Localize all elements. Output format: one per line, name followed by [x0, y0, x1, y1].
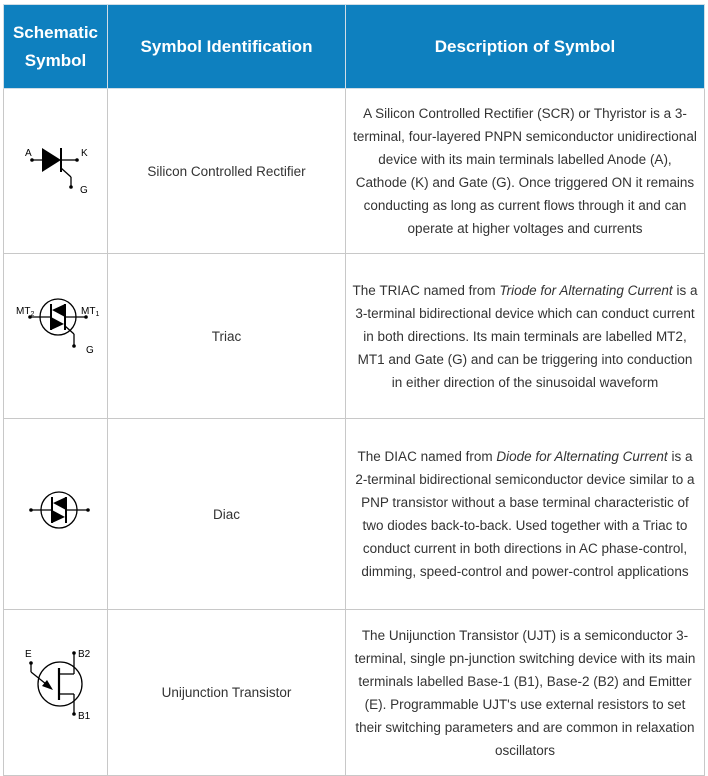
header-identification: Symbol Identification	[108, 5, 346, 89]
table-row	[4, 254, 705, 419]
header-description: Description of Symbol	[346, 5, 705, 89]
scr-cathode-label: K	[81, 148, 88, 159]
ujt-symbol-icon	[4, 610, 108, 768]
header-symbol: Schematic Symbol	[4, 5, 108, 89]
table-row	[4, 419, 705, 610]
triac-identification: Triac	[108, 254, 346, 419]
triac-mt1-label: $MT_1$	[81, 306, 100, 318]
scr-anode-label: A	[25, 148, 32, 159]
diac-identification: Diac	[108, 419, 346, 610]
triac-symbol-icon	[4, 254, 108, 411]
triac-mt2-label: $MT_2$	[16, 306, 35, 318]
diac-symbol-cell	[4, 419, 108, 610]
header-row	[4, 5, 705, 89]
table-row	[4, 89, 705, 254]
scr-description: A Silicon Controlled Rectifier (SCR) or Thyristor is a 3-terminal, four-layered PNPN semiconductor unidirectional device with its main terminals labelled Anode (A), Cathode (K) and Gate (G). Once triggered ON it remains conducting as long as current flows through it and can operate at higher voltages and currents	[346, 89, 705, 254]
scr-symbol-cell	[4, 89, 108, 254]
triac-description: The TRIAC named from Triode for Alternating Current is a 3-terminal bidirectional device which can conduct current in both directions. Its main terminals are labelled MT2, MT1 and Gate (G) and can be triggering into conduction in either direction of the sinusoidal waveform	[346, 254, 705, 419]
ujt-identification: Unijunction Transistor	[108, 610, 346, 776]
symbol-table	[3, 4, 705, 776]
ujt-base1-label: B1	[78, 711, 91, 722]
triac-symbol-cell	[4, 254, 108, 419]
ujt-emitter-label: E	[25, 649, 32, 660]
diac-description: The DIAC named from Diode for Alternating Current is a 2-terminal bidirectional semiconductor device similar to a PNP transistor without a base terminal characteristic of two diodes back-to-back. Used together with a Triac to conduct current in both directions in AC phase-control, dimming, speed-control and power-control applications	[346, 419, 705, 610]
scr-identification: Silicon Controlled Rectifier	[108, 89, 346, 254]
table-row	[4, 610, 705, 776]
triac-gate-label: G	[86, 345, 94, 356]
ujt-description: The Unijunction Transistor (UJT) is a semiconductor 3-terminal, single pn-junction switching device with its main terminals labelled Base-1 (B1), Base-2 (B2) and Emitter (E). Programmable UJT's use external resistors to set their switching parameters and are common in relaxation oscillators	[346, 610, 705, 776]
ujt-symbol-cell	[4, 610, 108, 776]
diac-symbol-icon	[4, 419, 108, 602]
scr-gate-label: G	[80, 185, 88, 196]
scr-symbol-icon	[4, 89, 108, 246]
ujt-base2-label: B2	[78, 649, 91, 660]
